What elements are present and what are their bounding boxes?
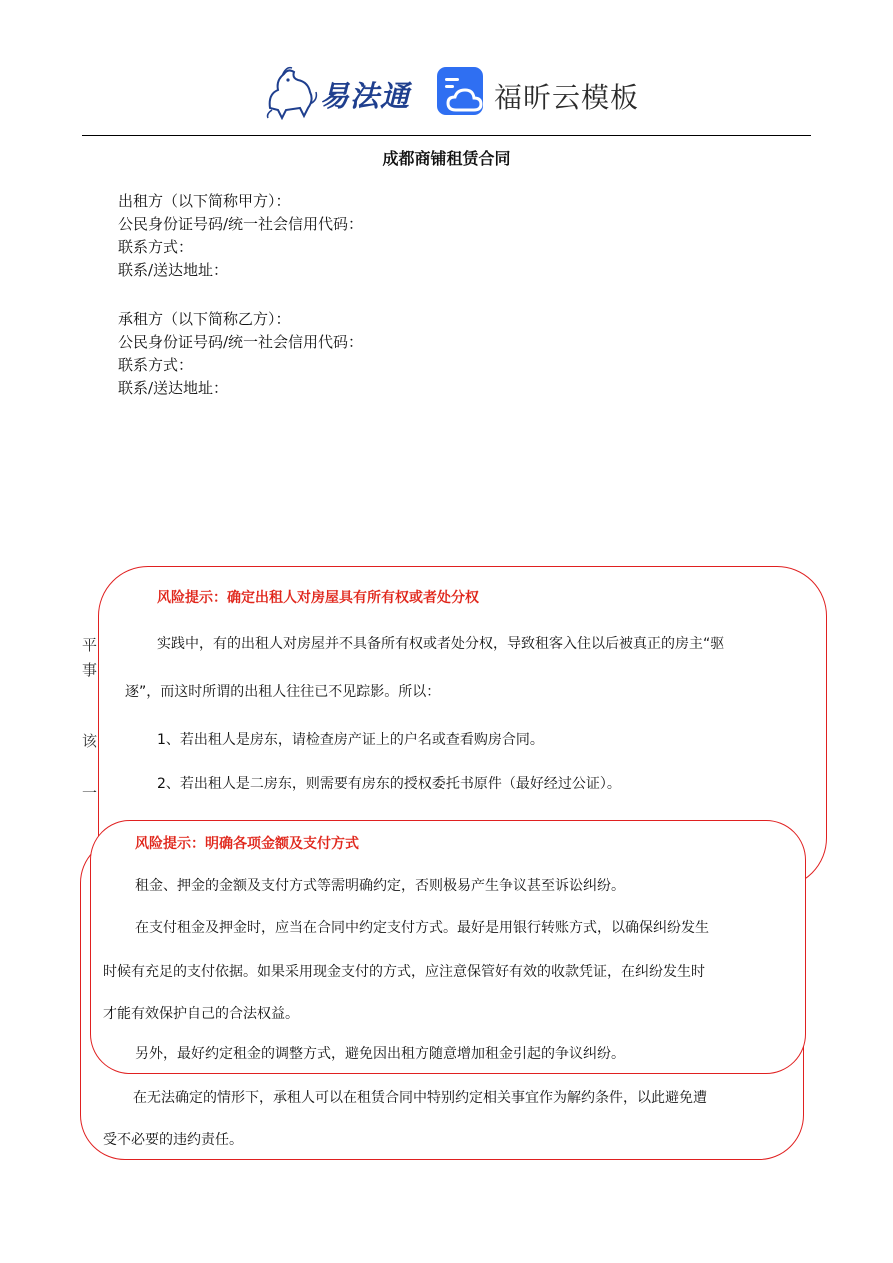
underlying-text-fragment: 平 <box>82 636 98 654</box>
lessor-contact-label: 联系方式： <box>118 238 194 256</box>
underlying-text-fragment: 该 <box>82 732 98 750</box>
risk2-paragraph-2-line3: 才能有效保护自己的合法权益。 <box>103 1006 299 1022</box>
risk1-title: 风险提示：确定出租人对房屋具有所有权或者处分权 <box>157 590 479 606</box>
lessor-id-label: 公民身份证号码/统一社会信用代码： <box>118 215 364 233</box>
header-divider <box>82 135 811 136</box>
risk3-paragraph-line2: 受不必要的违约责任。 <box>103 1132 243 1148</box>
risk2-paragraph-2-line2: 时候有充足的支付依据。如果采用现金支付的方式，应注意保管好有效的收款凭证，在纠纷发生时 <box>103 964 705 980</box>
lessee-label: 承租方（以下简称乙方）： <box>118 310 291 328</box>
qilin-icon <box>262 64 320 120</box>
lessee-block <box>118 308 363 400</box>
risk2-paragraph-2-line1: 在支付租金及押金时，应当在合同中约定支付方式。最好是用银行转账方式，以确保纠纷发生 <box>135 920 709 936</box>
lessee-contact-label: 联系方式： <box>118 356 194 374</box>
yifatong-logo <box>262 62 432 122</box>
underlying-text-fragment: 事 <box>82 661 98 679</box>
cloud-doc-icon <box>436 66 486 118</box>
risk-box-payment <box>90 820 806 1074</box>
underlying-text-fragment: 一 <box>82 784 98 802</box>
risk2-paragraph-1: 租金、押金的金额及支付方式等需明确约定，否则极易产生争议甚至诉讼纠纷。 <box>135 878 625 894</box>
logo1-text: 易法通 <box>320 79 411 113</box>
header <box>0 58 893 128</box>
lessee-id-label: 公民身份证号码/统一社会信用代码： <box>118 333 364 351</box>
risk1-item-2: 2、若出租人是二房东，则需要有房东的授权委托书原件（最好经过公证）。 <box>157 776 621 792</box>
lessor-label: 出租方（以下简称甲方）： <box>118 192 291 210</box>
document-title: 成都商铺租赁合同 <box>382 151 511 168</box>
foxit-cloud-logo <box>436 64 656 120</box>
risk1-paragraph-line1: 实践中，有的出租人对房屋并不具备所有权或者处分权，导致租客入住以后被真正的房主“驱 <box>157 636 725 652</box>
risk2-title: 风险提示：明确各项金额及支付方式 <box>135 836 359 852</box>
risk3-paragraph-line1: 在无法确定的情形下，承租人可以在租赁合同中特别约定相关事宜作为解约条件，以此避免遭 <box>133 1090 707 1106</box>
risk1-item-1: 1、若出租人是房东，请检查房产证上的户名或查看购房合同。 <box>157 732 544 748</box>
logo2-text: 福昕云模板 <box>494 81 640 114</box>
lessee-address-label: 联系/送达地址： <box>118 379 229 397</box>
risk1-paragraph-line2: 逐”，而这时所谓的出租人往往已不见踪影。所以： <box>125 684 441 700</box>
lessor-block <box>118 190 363 282</box>
risk2-paragraph-3: 另外，最好约定租金的调整方式，避免因出租方随意增加租金引起的争议纠纷。 <box>135 1046 625 1062</box>
lessor-address-label: 联系/送达地址： <box>118 261 229 279</box>
